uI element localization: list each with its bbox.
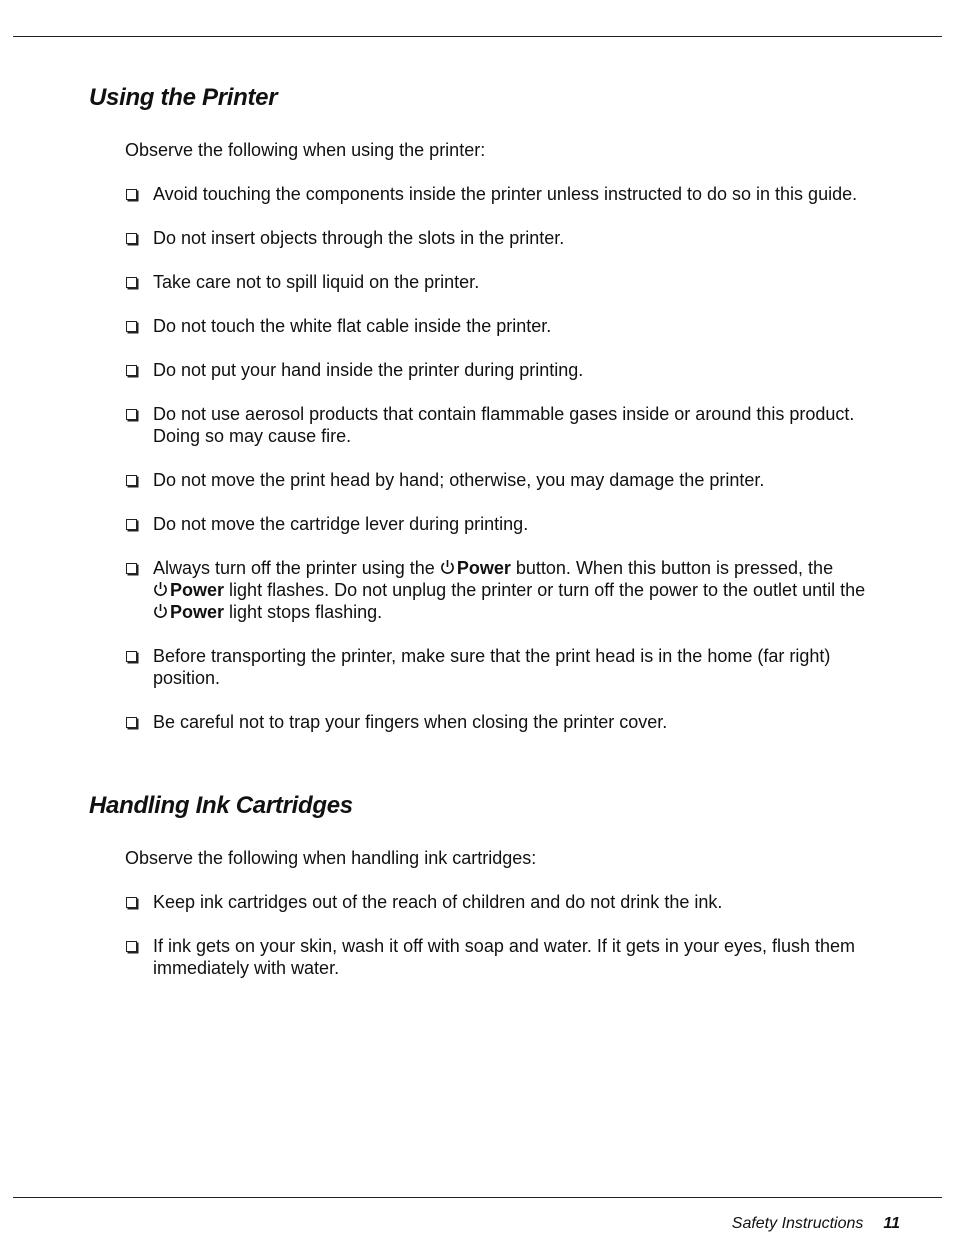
section-intro: Observe the following when using the printer:	[125, 140, 486, 160]
checkbox-bullet-icon	[126, 409, 137, 420]
checkbox-bullet-icon	[126, 277, 137, 288]
list-item: Do not use aerosol products that contain flammable gases inside or around this product. Doing so may cause fire.	[125, 403, 870, 447]
checkbox-bullet-icon	[126, 233, 137, 244]
list-item: Do not touch the white flat cable inside the printer.	[125, 315, 870, 337]
list-item: Take care not to spill liquid on the printer.	[125, 271, 870, 293]
power-icon	[440, 559, 455, 575]
list-item: If ink gets on your skin, wash it off with soap and water. If it gets in your eyes, flush them immediately with water.	[125, 935, 870, 979]
section-intro: Observe the following when handling ink cartridges:	[125, 848, 537, 868]
checkbox-bullet-icon	[126, 189, 137, 200]
list-item: Keep ink cartridges out of the reach of children and do not drink the ink.	[125, 891, 870, 913]
list-item-power: Always turn off the printer using the Power button. When this button is pressed, the Power light flashes. Do not unplug the printer or turn off the power to the outlet until the Power light stops flashing.	[125, 557, 870, 623]
checkbox-bullet-icon	[126, 321, 137, 332]
list-item: Avoid touching the components inside the printer unless instructed to do so in this guide.	[125, 183, 870, 205]
footer-rule	[13, 1197, 942, 1198]
power-label: Power	[170, 602, 225, 622]
footer-section-name: Safety Instructions	[731, 1215, 864, 1232]
section-title-handling-ink: Handling Ink Cartridges	[89, 792, 353, 819]
list-item: Do not move the print head by hand; otherwise, you may damage the printer.	[125, 469, 870, 491]
bullet-list-handling-ink	[125, 891, 870, 1001]
list-item: Do not insert objects through the slots in the printer.	[125, 227, 870, 249]
checkbox-bullet-icon	[126, 941, 137, 952]
power-icon	[153, 603, 168, 619]
checkbox-bullet-icon	[126, 651, 137, 662]
checkbox-bullet-icon	[126, 717, 137, 728]
section-title-using-printer: Using the Printer	[89, 84, 278, 111]
list-item: Do not put your hand inside the printer during printing.	[125, 359, 870, 381]
checkbox-bullet-icon	[126, 563, 137, 574]
checkbox-bullet-icon	[126, 475, 137, 486]
header-rule	[13, 36, 942, 37]
checkbox-bullet-icon	[126, 365, 137, 376]
checkbox-bullet-icon	[126, 897, 137, 908]
power-label: Power	[170, 580, 225, 600]
list-item: Do not move the cartridge lever during printing.	[125, 513, 870, 535]
power-label: Power	[456, 558, 511, 578]
page-number: 11	[883, 1215, 900, 1232]
list-item: Before transporting the printer, make sure that the print head is in the home (far right) position.	[125, 645, 870, 689]
bullet-list-using-printer	[125, 183, 870, 755]
checkbox-bullet-icon	[126, 519, 137, 530]
page-footer	[732, 1215, 900, 1233]
list-item: Be careful not to trap your fingers when closing the printer cover.	[125, 711, 870, 733]
power-icon	[153, 581, 168, 597]
